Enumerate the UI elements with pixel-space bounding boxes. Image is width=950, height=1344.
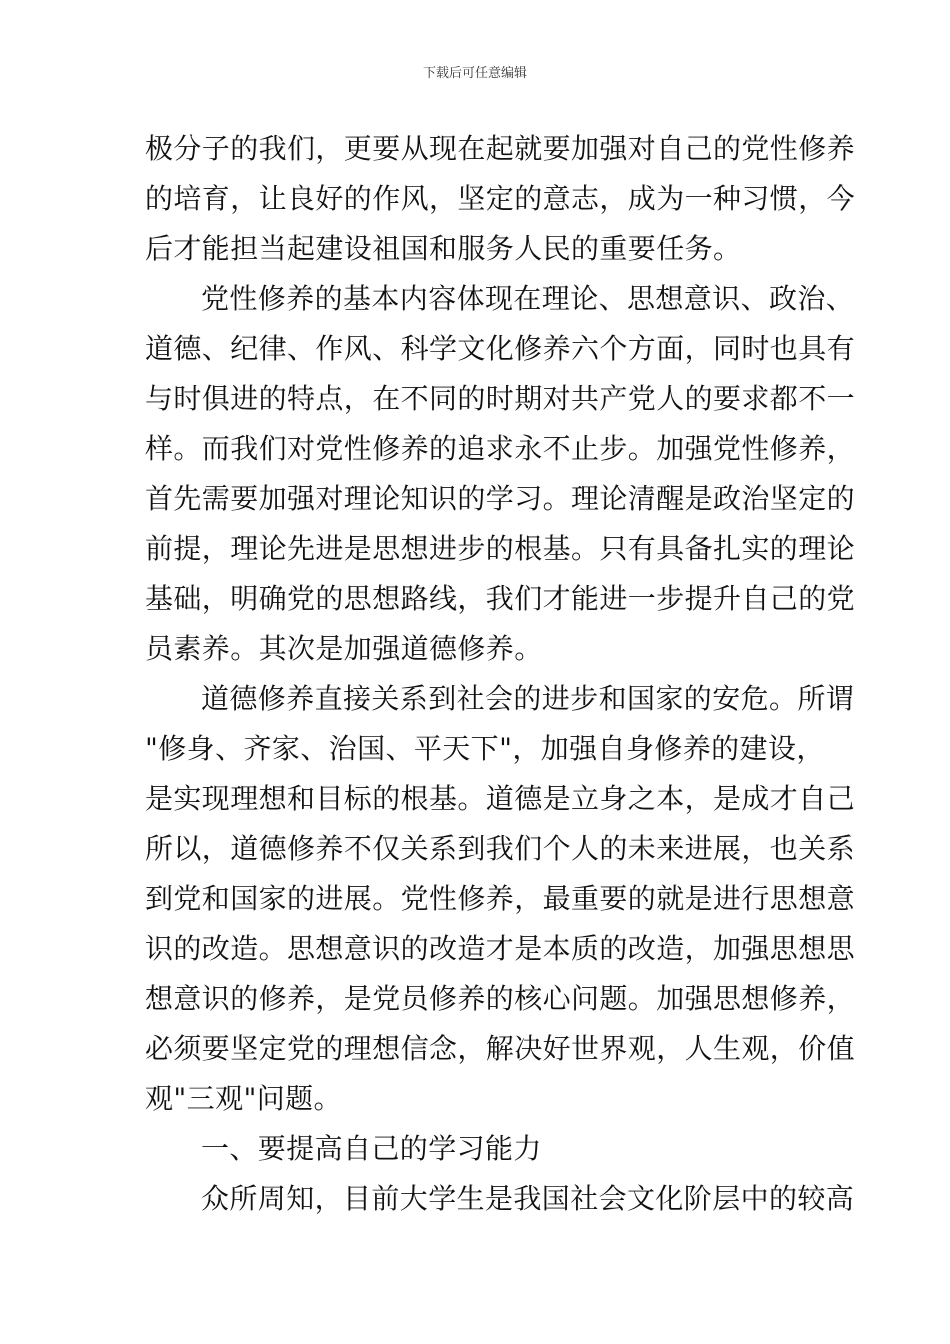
paragraph-start-line: 众所周知，目前大学生是我国社会文化阶层中的较高: [201, 1182, 855, 1215]
text-line: 前提，理论先进是思想进步的根基。只有具备扎实的理论: [145, 532, 856, 565]
text-line: 想意识的修养，是党员修养的核心问题。加强思想修养，: [145, 982, 856, 1015]
paragraph-start-line: 党性修养的基本内容体现在理论、思想意识、政治、: [201, 282, 855, 315]
text-line: 道德、纪律、作风、科学文化修养六个方面，同时也具有: [145, 332, 856, 365]
section-heading: 一、要提高自己的学习能力: [201, 1132, 542, 1165]
text-line: 是实现理想和目标的根基。道德是立身之本，是成才自己: [145, 782, 856, 815]
text-line: 员素养。其次是加强道德修养。: [145, 632, 543, 665]
text-line: 必须要坚定党的理想信念，解决好世界观，人生观，价值: [145, 1032, 856, 1065]
text-line: 的培育，让良好的作风，坚定的意志，成为一种习惯，今: [145, 182, 856, 215]
text-line: 与时俱进的特点，在不同的时期对共产党人的要求都不一: [145, 382, 856, 415]
document-body: [145, 124, 856, 1224]
text-line: 极分子的我们，更要从现在起就要加强对自己的党性修养: [145, 132, 856, 165]
text-line: 识的改造。思想意识的改造才是本质的改造，加强思想思: [145, 932, 856, 965]
text-line: 首先需要加强对理论知识的学习。理论清醒是政治坚定的: [145, 482, 856, 515]
text-line: 基础，明确党的思想路线，我们才能进一步提升自己的党: [145, 582, 856, 615]
text-line: 所以，道德修养不仅关系到我们个人的未来进展，也关系: [145, 832, 856, 865]
page-header: 下载后可任意编辑: [422, 66, 527, 81]
text-line: "修身、齐家、治国、平天下"，加强自身修养的建设，: [145, 732, 825, 765]
text-line: 后才能担当起建设祖国和服务人民的重要任务。: [145, 232, 742, 265]
text-line: 样。而我们对党性修养的追求永不止步。加强党性修养，: [145, 432, 856, 465]
text-line: 观"三观"问题。: [145, 1082, 342, 1115]
text-line: 到党和国家的进展。党性修养，最重要的就是进行思想意: [145, 882, 856, 915]
paragraph-start-line: 道德修养直接关系到社会的进步和国家的安危。所谓: [201, 682, 855, 715]
